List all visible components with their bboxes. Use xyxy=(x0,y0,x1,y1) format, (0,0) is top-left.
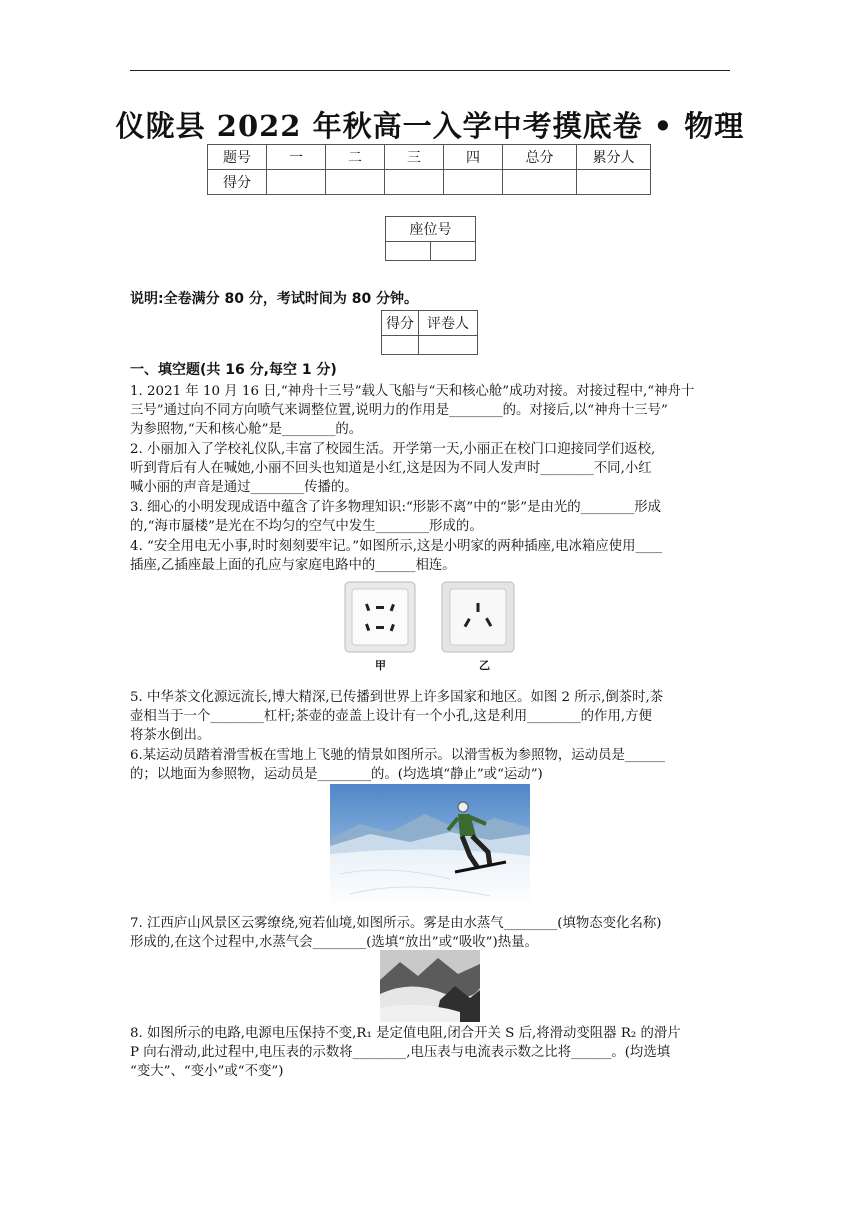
score-header-cell: 三 xyxy=(385,145,444,170)
socket-a-icon xyxy=(344,581,416,653)
question-2 xyxy=(130,440,730,497)
socket-b-caption: 乙 xyxy=(479,659,490,672)
question-1 xyxy=(130,382,730,439)
seat-number-label: 座位号 xyxy=(386,217,476,242)
score-cell xyxy=(444,170,503,195)
score-header-cell: 二 xyxy=(326,145,385,170)
score-cell xyxy=(267,170,326,195)
seat-cell xyxy=(431,242,476,261)
score-header-cell: 累分人 xyxy=(577,145,651,170)
mountain-fog-icon xyxy=(380,950,480,1022)
question-line: 1. 2021 年 10 月 16 日,“神舟十三号”载人飞船与“天和核心舱”成功对接。对接过程中,“神舟十 xyxy=(130,384,695,399)
socket-b-icon xyxy=(441,581,515,653)
question-line: 将茶水倒出。 xyxy=(130,728,211,743)
question-line: 6.某运动员踏着滑雪板在雪地上飞驰的情景如图所示。以滑雪板为参照物，运动员是______ xyxy=(130,748,666,763)
question-line: 壶相当于一个________杠杆;茶壶的壶盖上设计有一个小孔,这是利用________的作用,方便 xyxy=(130,709,652,724)
question-line: 5. 中华茶文化源远流长,博大精深,已传播到世界上许多国家和地区。如图 2 所示,倒茶时,茶 xyxy=(130,690,664,705)
skier-icon xyxy=(330,784,530,909)
question-line: P 向右滑动,此过程中,电压表的示数将________,电压表与电流表示数之比将______。(均选填 xyxy=(130,1045,671,1060)
grader-score-label: 得分 xyxy=(382,311,419,336)
seat-cell xyxy=(386,242,431,261)
question-5 xyxy=(130,688,730,745)
score-cell xyxy=(326,170,385,195)
socket-a-caption: 甲 xyxy=(375,659,386,672)
score-header-cell: 四 xyxy=(444,145,503,170)
header-rule xyxy=(130,70,730,71)
grader-name-label: 评卷人 xyxy=(419,311,478,336)
score-cell xyxy=(385,170,444,195)
question-8 xyxy=(130,1024,730,1081)
question-4 xyxy=(130,537,730,575)
grader-cell xyxy=(382,336,419,355)
question-line: 的,“海市蜃楼”是光在不均匀的空气中发生________形成的。 xyxy=(130,519,483,534)
section-title: 一、填空题(共 16 分,每空 1 分) xyxy=(130,362,337,378)
question-line: “变大”、“变小”或“不变”) xyxy=(130,1064,284,1079)
score-header-cell: 题号 xyxy=(208,145,267,170)
grader-table xyxy=(381,310,478,355)
score-table xyxy=(207,144,651,195)
lushan-fog-photo xyxy=(380,950,480,1022)
score-header-cell: 一 xyxy=(267,145,326,170)
question-line: 插座,乙插座最上面的孔应与家庭电路中的______相连。 xyxy=(130,558,456,573)
score-row-label: 得分 xyxy=(208,170,267,195)
question-line: 听到背后有人在喊她,小丽不回头也知道是小红,这是因为不同人发声时________不同,小红 xyxy=(130,461,652,476)
socket-a-image xyxy=(344,581,416,653)
socket-b-image xyxy=(441,581,515,653)
score-cell xyxy=(503,170,577,195)
score-cell xyxy=(577,170,651,195)
question-line: 的；以地面为参照物，运动员是________的。(均选填“静止”或“运动”) xyxy=(130,767,543,782)
question-line: 形成的,在这个过程中,水蒸气会________(选填“放出”或“吸收”)热量。 xyxy=(130,935,538,950)
question-line: 3. 细心的小明发现成语中蕴含了许多物理知识:“形影不离”中的“影”是由光的________形成 xyxy=(130,500,661,515)
skier-photo xyxy=(330,784,530,909)
question-line: 三号”通过向不同方向喷气来调整位置,说明力的作用是________的。对接后,以“神舟十三号” xyxy=(130,403,668,418)
question-line: 8. 如图所示的电路,电源电压保持不变,R₁ 是定值电阻,闭合开关 S 后,将滑动变阻器 R₂ 的滑片 xyxy=(130,1026,681,1041)
question-3 xyxy=(130,498,730,536)
question-line: 7. 江西庐山风景区云雾缭绕,宛若仙境,如图所示。雾是由水蒸气________(填物态变化名称) xyxy=(130,916,662,931)
question-line: 喊小丽的声音是通过________传播的。 xyxy=(130,480,358,495)
score-header-cell: 总分 xyxy=(503,145,577,170)
question-7 xyxy=(130,914,730,952)
exam-note: 说明:全卷满分 80 分，考试时间为 80 分钟。 xyxy=(130,291,419,307)
page-title: 仪陇县 2022 年秋高一入学中考摸底卷 • 物理 xyxy=(115,109,745,143)
question-line: 2. 小丽加入了学校礼仪队,丰富了校园生活。开学第一天,小丽正在校门口迎接同学们返校, xyxy=(130,442,656,457)
question-6 xyxy=(130,746,730,784)
question-line: 4. “安全用电无小事,时时刻刻要牢记。”如图所示,这是小明家的两种插座,电冰箱应使用____ xyxy=(130,539,663,554)
question-line: 为参照物,“天和核心舱”是________的。 xyxy=(130,422,363,437)
grader-cell xyxy=(419,336,478,355)
seat-number-table xyxy=(385,216,476,261)
